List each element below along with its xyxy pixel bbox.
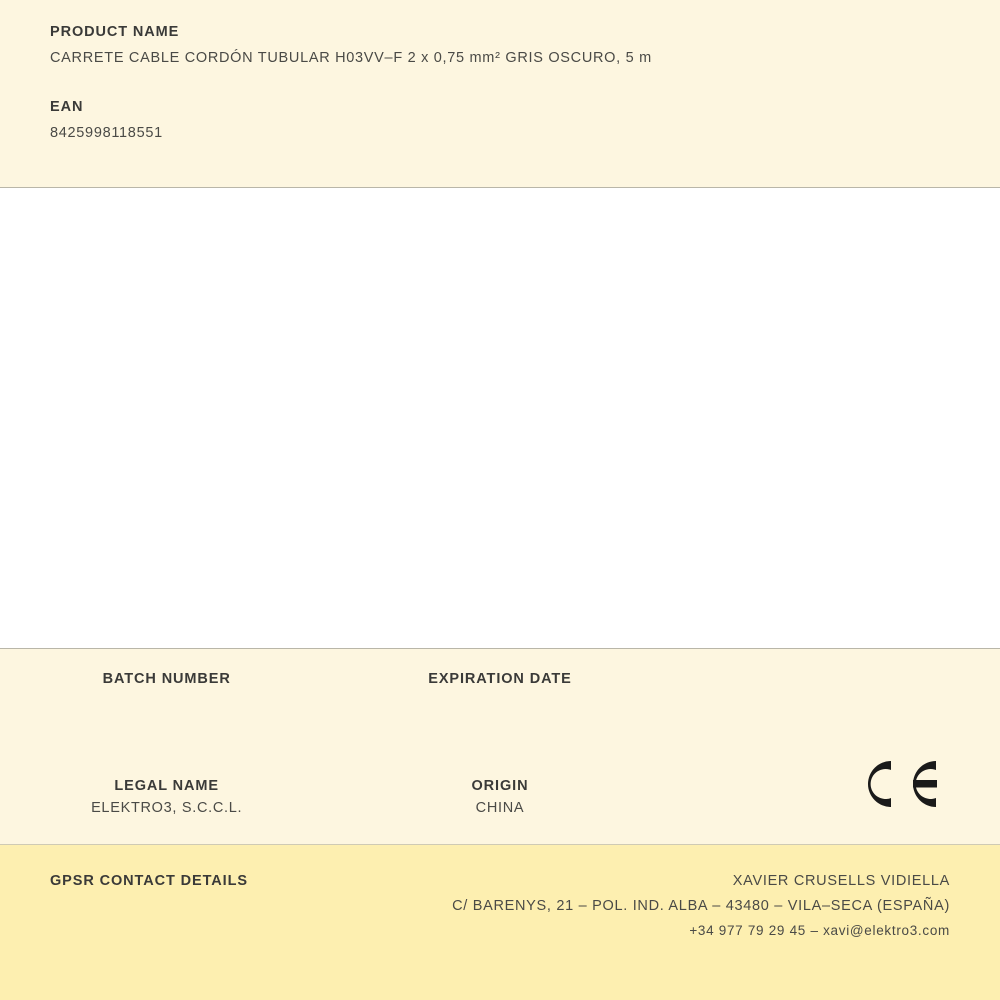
- batch-number-label: BATCH NUMBER: [102, 671, 231, 687]
- empty-cell: [667, 778, 1000, 817]
- spacer: [50, 66, 950, 99]
- gpsr-contact-phone-email: +34 977 79 29 45 – xavi@elektro3.com: [689, 923, 950, 938]
- expiration-date-cell: [333, 671, 666, 710]
- origin-label: ORIGIN: [471, 778, 529, 794]
- ean-value: 8425998118551: [50, 125, 163, 141]
- ce-cell: [667, 671, 1000, 710]
- legal-name-value: ELEKTRO3, S.C.C.L.: [91, 800, 243, 816]
- batch-number-value: [0, 693, 333, 710]
- origin-cell: [333, 778, 666, 817]
- gpsr-contact-address: C/ BARENYS, 21 – POL. IND. ALBA – 43480 – VILA–SECA (ESPAÑA): [452, 898, 950, 914]
- gpsr-footer: [0, 845, 1000, 1000]
- gpsr-contact-details: [452, 873, 950, 947]
- product-info-block: [0, 0, 1000, 188]
- origin-value: CHINA: [475, 800, 525, 816]
- spacer: [0, 710, 1000, 778]
- legal-name-label: LEGAL NAME: [114, 778, 219, 794]
- info-row-bottom: [0, 778, 1000, 817]
- ce-marking-icon: [858, 753, 944, 815]
- product-name-value: CARRETE CABLE CORDÓN TUBULAR H03VV–F 2 x 0,75 mm² GRIS OSCURO, 5 m: [50, 50, 652, 66]
- gpsr-contact-name: XAVIER CRUSELLS VIDIELLA: [732, 873, 950, 889]
- batch-number-cell: [0, 671, 333, 710]
- ean-label: EAN: [50, 99, 84, 115]
- product-name-label: PRODUCT NAME: [50, 24, 180, 40]
- legal-name-cell: [0, 778, 333, 817]
- image-area: [0, 188, 1000, 649]
- expiration-date-value: [333, 693, 666, 710]
- gpsr-contact-label: GPSR CONTACT DETAILS: [50, 873, 248, 889]
- traceability-block: [0, 649, 1000, 845]
- expiration-date-label: EXPIRATION DATE: [428, 671, 572, 687]
- info-row-top: [0, 671, 1000, 710]
